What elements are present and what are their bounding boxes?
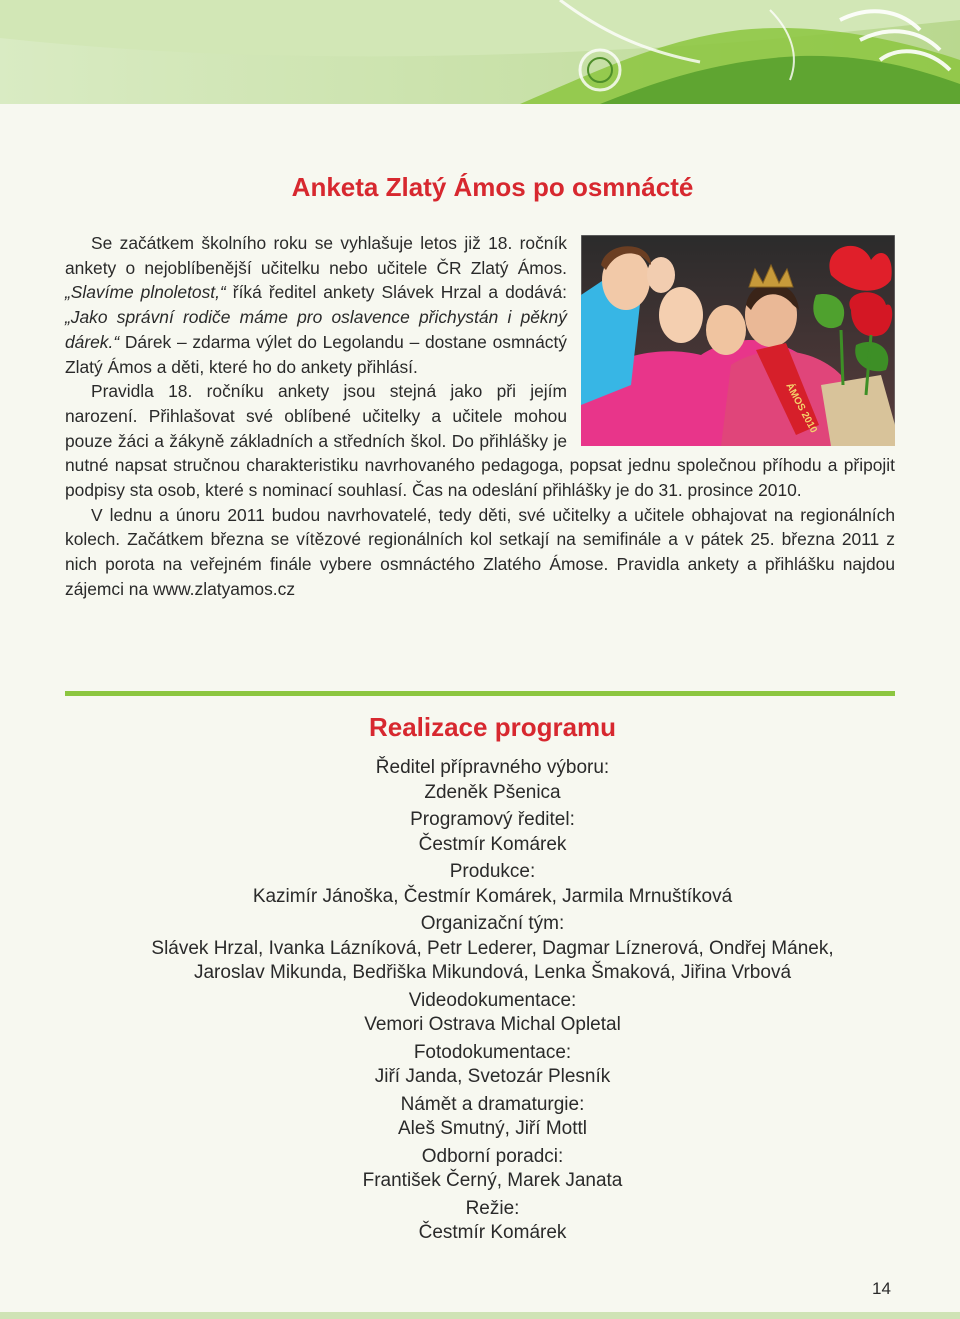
page-number: 14 <box>872 1279 891 1298</box>
sash-text: ÁMOS 2010 <box>783 381 819 435</box>
p1-run: „Slavíme plnoletost,“ <box>65 282 226 303</box>
credits-list <box>0 756 960 1249</box>
credit-block <box>0 1197 960 1246</box>
credit-role: Organizační tým: <box>420 913 565 934</box>
credit-names: Kazimír Jánoška, Čestmír Komárek, Jarmila Mrnuštíková <box>252 885 733 907</box>
credit-names: Jiří Janda, Svetozár Plesník <box>374 1066 611 1087</box>
credit-role: Odborní poradci: <box>421 1145 564 1167</box>
credit-block <box>0 808 960 857</box>
p1-run: říká ředitel ankety Slávek Hrzal a dodává: <box>225 282 567 303</box>
credit-role: Námět a dramaturgie: <box>400 1093 585 1115</box>
credit-names: Slávek Hrzal, Ivanka Lázníková, Petr Lederer, Dagmar Líznerová, Ondřej Mánek, <box>151 937 834 959</box>
credit-block <box>0 912 960 986</box>
credit-block <box>0 860 960 909</box>
article-paragraph-3: V lednu a únoru 2011 budou navrhovatelé, tedy děti, své učitelky a učitele obhajovat na regionálních kolech. Začátkem března se vítězové regionálních kol setkají na semifinále a v pátek 25. března 2011 z nich porota na veřejném finále vybere osmnáctého Zlatého Ámose. Pravidla ankety a přihlášku najdou zájemci na www.zlatyamos.cz <box>65 504 895 599</box>
credit-block <box>0 989 960 1038</box>
article-title: Anketa Zlatý Ámos po osmnácté <box>291 172 694 202</box>
footer-band <box>0 1312 960 1319</box>
credit-block <box>0 1041 960 1090</box>
credit-block <box>0 756 960 805</box>
credit-names: Vemori Ostrava Michal Opletal <box>364 1014 621 1035</box>
credit-role: Ředitel přípravného výboru: <box>375 757 610 778</box>
credit-names: František Černý, Marek Janata <box>362 1170 623 1191</box>
article-paragraph-2: Pravidla 18. ročníku ankety jsou stejná jako při jejím narození. Přihlašovat své oblíbené učitelky a učitele mohou pouze žáci a žákyně základních a středních škol. Do přihlášky je nutné napsat stručnou charakteristiku navrhovaného pedagoga, popsat jednu společnou příhodu a připojit podpisy sta osob, které s nominací souhlasí. Čas na odeslání přihlášky je do 31. prosince 2010. <box>65 381 895 501</box>
credit-names: Aleš Smutný, Jiří Mottl <box>398 1118 587 1139</box>
event-photo <box>581 235 895 446</box>
p1-run: „Jako správní rodiče máme pro oslavence přichystán i pěkný dárek.“ <box>65 307 567 352</box>
credit-role: Režie: <box>465 1197 520 1219</box>
credit-role: Programový ředitel: <box>410 809 575 830</box>
program-title: Realizace programu <box>368 712 617 742</box>
p1-run: Dárek – zdarma výlet do Legolandu – dostane osmnáctý Zlatý Ámos a děti, které ho do ankety přihlásí. <box>65 331 567 377</box>
header-banner <box>0 0 960 104</box>
credit-block <box>0 1093 960 1142</box>
credit-names: Čestmír Komárek <box>418 1222 567 1243</box>
credit-block <box>0 1145 960 1194</box>
article-body <box>65 231 895 602</box>
credit-names: Čestmír Komárek <box>418 833 567 855</box>
section-divider <box>65 691 895 696</box>
credit-role: Fotodokumentace: <box>413 1041 572 1063</box>
p1-run: Se začátkem školního roku se vyhlašuje letos již 18. ročník ankety o nejoblíbenější učitelku nebo učitele ČR Zlatý Ámos. <box>65 233 567 278</box>
credit-names: Jaroslav Mikunda, Bedřiška Mikundová, Lenka Šmaková, Jiřina Vrbová <box>193 962 792 983</box>
credit-names: Zdeněk Pšenica <box>424 781 561 803</box>
credit-role: Videodokumentace: <box>408 989 577 1011</box>
credit-role: Produkce: <box>449 861 536 882</box>
